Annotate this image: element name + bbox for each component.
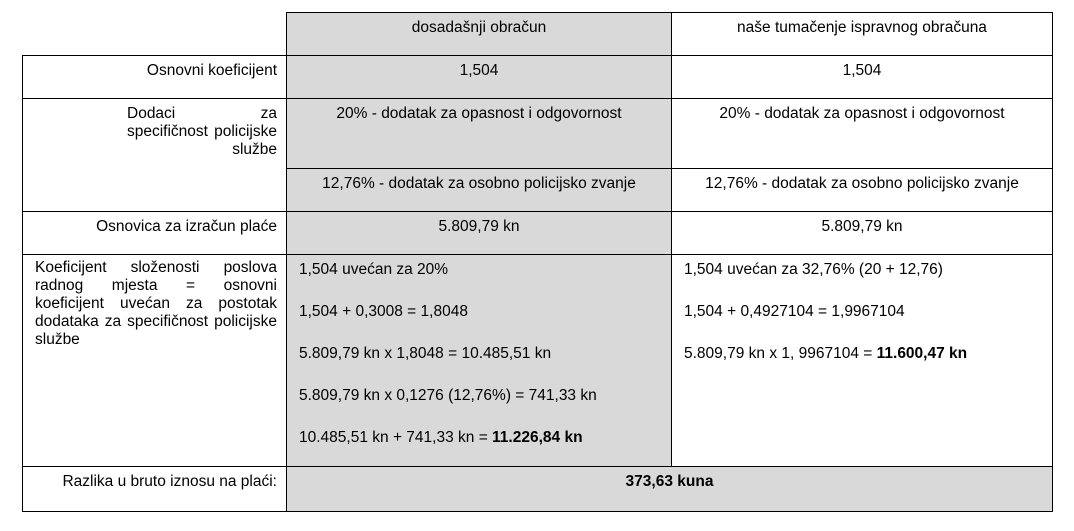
row-label [23,255,287,467]
correct-allowance-danger: 20% - dodatak za opasnost i odgovornost [672,99,1053,169]
comparison-table [22,12,1053,512]
calc-text: 5.809,79 kn x 1, 9967104 = [684,345,877,362]
row-label: Osnovica za izračun plaće [23,212,287,255]
current-value: 5.809,79 kn [287,212,672,255]
calc-line: 1,504 + 0,3008 = 1,8048 [299,303,468,320]
calc-line: 1,504 uvećan za 32,76% (20 + 12,76) [684,261,943,278]
current-calculation-steps [287,255,672,467]
difference-amount: 373,63 kuna [625,473,714,490]
row-label [23,99,287,212]
current-allowance-rank: 12,76% - dodatak za osobno policijsko zvanje [287,169,672,212]
header-row [23,13,1053,56]
calc-line: 1,504 + 0,4927104 = 1,9967104 [684,303,905,320]
correct-allowance-rank: 12,76% - dodatak za osobno policijsko zvanje [672,169,1053,212]
calc-line: 5.809,79 kn x 0,1276 (12,76%) = 741,33 kn [299,387,597,404]
header-current-calculation: dosadašnji obračun [287,13,672,56]
calc-text: 10.485,51 kn + 741,33 kn = [299,429,493,446]
row-allowances-a [23,99,1053,169]
calc-result: 11.600,47 kn [876,345,968,362]
allowances-label: Dodaci za specifičnost policijske službe [127,105,277,158]
row-base-coefficient [23,56,1053,99]
current-allowance-danger: 20% - dodatak za opasnost i odgovornost [287,99,672,169]
row-salary-base [23,212,1053,255]
correct-value: 1,504 [672,56,1053,99]
row-label: Osnovni koeficijent [23,56,287,99]
row-gross-difference [23,467,1053,512]
correct-value: 5.809,79 kn [672,212,1053,255]
calc-result: 11.226,84 kn [492,429,583,446]
calc-line [677,345,1052,363]
row-complexity-coefficient [23,255,1053,467]
correct-calculation-steps [672,255,1053,467]
calc-line: 1,504 uvećan za 20% [299,261,449,278]
header-correct-calculation: naše tumačenje ispravnog obračuna [672,13,1053,56]
current-value: 1,504 [287,56,672,99]
complexity-label: Koeficijent složenosti poslova radnog mjesta = osnovni koeficijent uvećan za postotak dodataka za specifičnost policijske službe [35,259,277,348]
calc-line [292,429,671,447]
row-label: Razlika u bruto iznosu na plaći: [23,467,287,512]
calc-line: 5.809,79 kn x 1,8048 = 10.485,51 kn [299,345,552,362]
difference-value [287,467,1053,512]
header-empty-cell [23,13,287,56]
